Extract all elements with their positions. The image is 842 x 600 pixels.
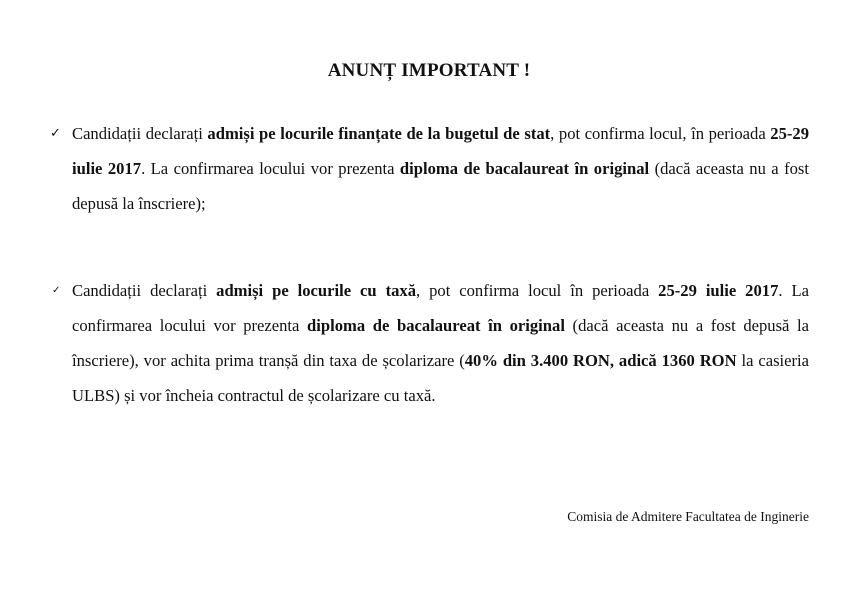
signature: Comisia de Admitere Facultatea de Inginerie [567,509,809,524]
announcement-item-budget: ✓ Candidații declarați admiși pe locurile finanțate de la bugetul de stat, pot confirma locul, în perioada 25-29 iulie 2017. La confirmarea locului vor prezenta diploma de bacalaureat în original (dacă aceasta nu a fost depusă la înscriere); [72,116,809,221]
checkmark-icon: ✓ [50,126,61,141]
checkmark-icon: ✓ [52,285,61,296]
page-title: ANUNȚ IMPORTANT ! [327,60,531,81]
announcement-item-fee: ✓ Candidații declarați admiși pe locurile cu taxă, pot confirma locul în perioada 25-29 iulie 2017. La confirmarea locului vor prezenta diploma de bacalaureat în original (dacă aceasta nu a fost depusă la înscriere), vor achita prima tranșă din taxa de școlarizare (40% din 3.400 RON, adică 1360 RON la casieria ULBS) și vor încheia contractul de școlarizare cu taxă. [72,273,809,413]
